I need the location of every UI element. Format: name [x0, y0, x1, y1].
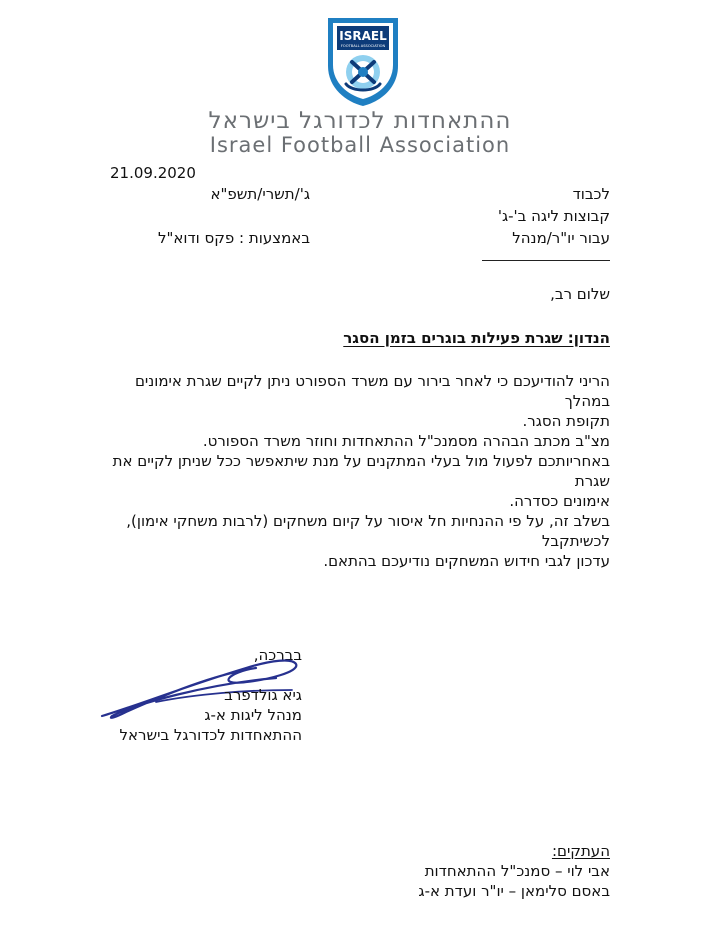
- body-paragraph-3: [90, 511, 610, 571]
- org-name-hebrew: ההתאחדות לכדורגל בישראל: [208, 108, 512, 134]
- letter-date: 21.09.2020: [110, 164, 196, 182]
- recipient-label: לכבוד: [572, 185, 610, 203]
- logo-word: ISRAEL: [339, 29, 387, 43]
- body-paragraph-2: [90, 451, 610, 511]
- greeting: שלום רב,: [550, 285, 610, 303]
- body-paragraph-1: [90, 371, 610, 451]
- body-line: עדכון לגבי חידוש המשחקים נודיעכם בהתאם.: [323, 552, 610, 570]
- recipient-group: קבוצות ליגה ב'-ג': [497, 207, 610, 225]
- cc-item: באסם סלימאן – יו"ר ועדת א-ג: [418, 882, 610, 900]
- body-line: תקופת הסגר.: [522, 412, 610, 430]
- israel-football-association-logo: [322, 14, 404, 108]
- org-name-english: Israel Football Association: [209, 133, 511, 157]
- body-line: באחריותכם לפעול מול בעלי המתקנים על מנת שיתאפשר ככל שניתן לקיים את שגרת: [112, 452, 610, 490]
- body-line: הריני להודיעכם כי לאחר בירור עם משרד הספורט ניתן לקיים שגרת אימונים במהלך: [134, 372, 610, 410]
- recipient-divider: [482, 260, 610, 261]
- signatory-organization: ההתאחדות לכדורגל בישראל: [119, 726, 302, 744]
- delivery-method: באמצעות : פקס ודוא"ל: [157, 229, 310, 247]
- cc-item: אבי לוי – סמנכ"ל ההתאחדות: [424, 862, 610, 880]
- signatory-name: גיא גולדפרב: [224, 686, 302, 704]
- body-line: בשלב זה, על פי ההנחיות חל איסור על קיום משחקים (לרבות משחקי אימון), לכשיתקבל: [126, 512, 610, 550]
- cc-label: העתקים:: [551, 842, 610, 860]
- body-line: אימונים כסדרה.: [509, 492, 610, 510]
- body-line: מצ"ב מכתב הבהרה מסמנכ"ל ההתאחדות וחוזר משרד הספורט.: [202, 432, 610, 450]
- subject-line: הנדון: שגרת פעילות בוגרים בזמן הסגר: [343, 329, 610, 347]
- closing: בברכה,: [253, 646, 302, 664]
- recipient-attention: עבור יו"ר/מנהל: [512, 229, 610, 247]
- signatory-title: מנהל ליגות א-ג: [204, 706, 302, 724]
- logo-small-text: FOOTBALL ASSOCIATION: [340, 44, 386, 48]
- hebrew-date: ג'/תשרי/תשפ"א: [210, 185, 310, 203]
